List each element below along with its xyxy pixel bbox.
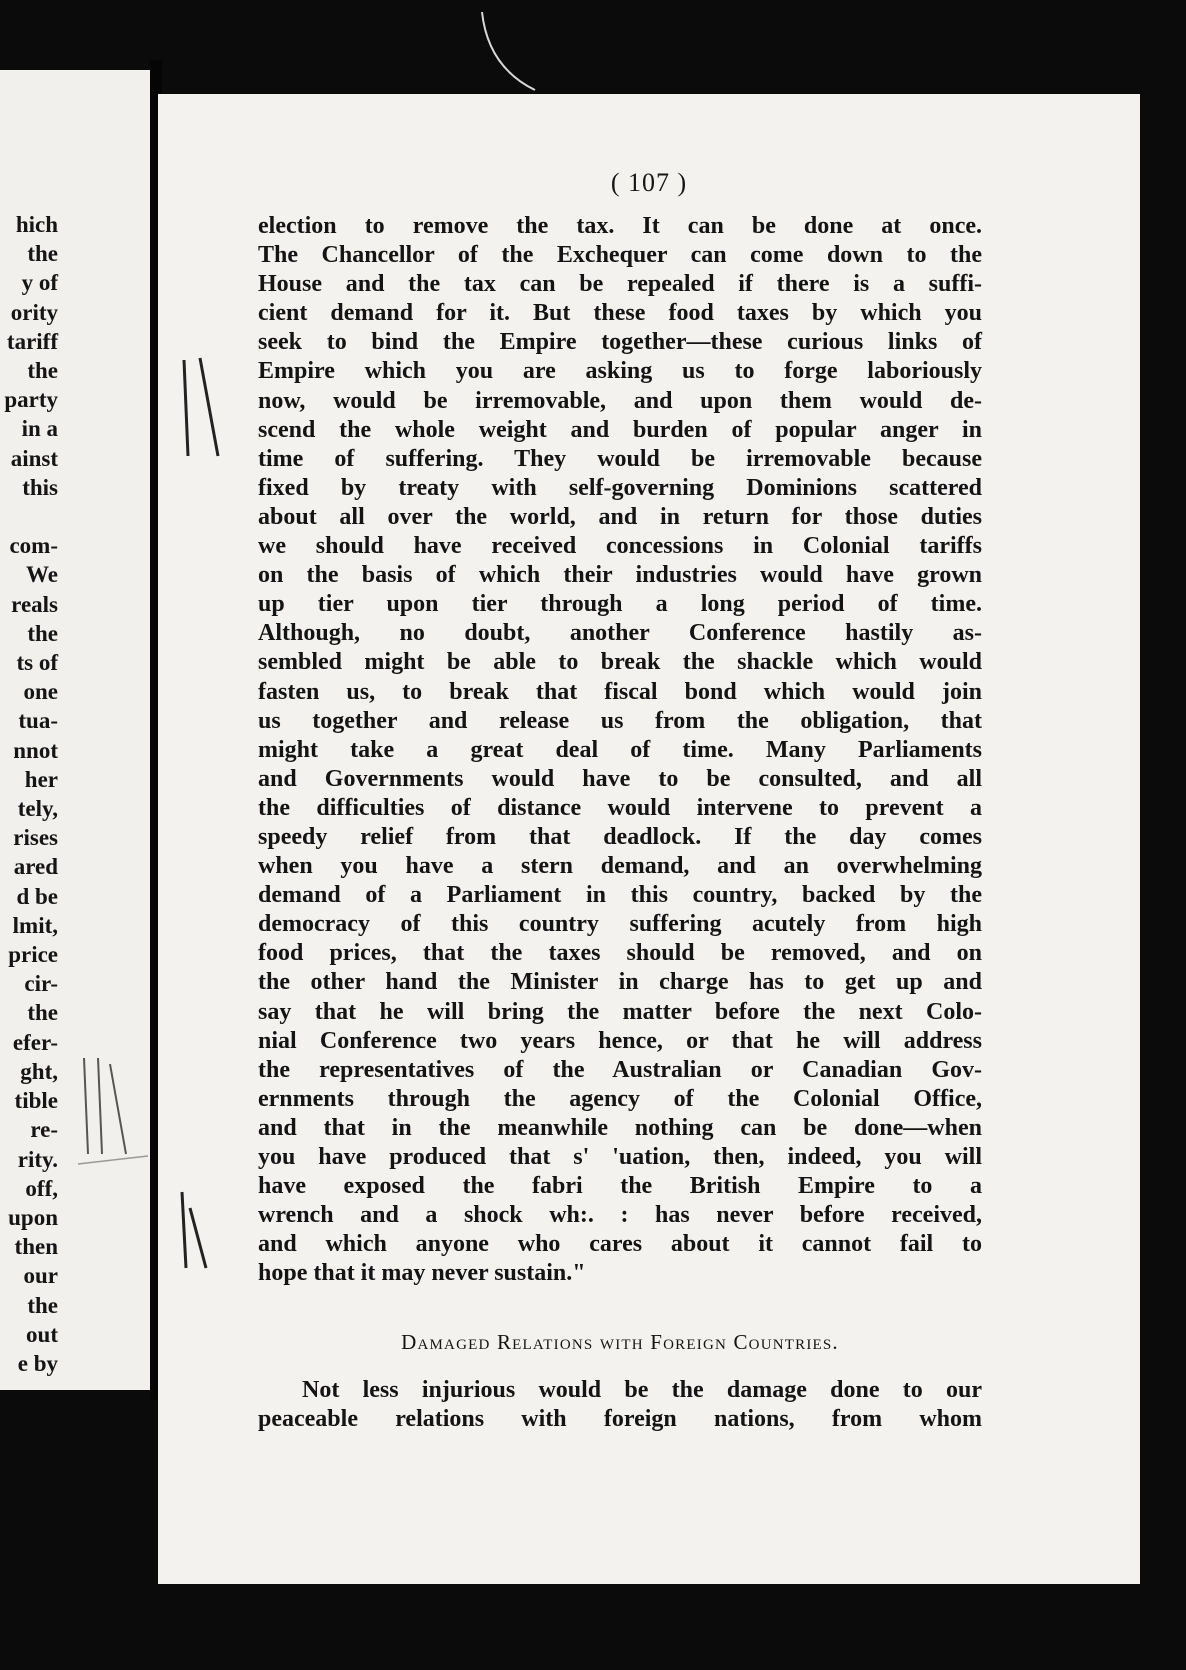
facing-page-line: ainst [10, 445, 58, 471]
facing-page [0, 70, 150, 1390]
facing-page-line: tible [14, 1088, 58, 1114]
text-line: the other hand the Minister in charge has to get up and [258, 969, 982, 996]
facing-page-line: e by [17, 1350, 58, 1376]
text-line: we should have received concessions in Colonial tariffs [258, 533, 982, 560]
facing-page-line: the [27, 241, 58, 267]
text-line: fixed by treaty with self-governing Dominions scattered [258, 474, 982, 501]
facing-page-line: ts of [16, 650, 58, 676]
facing-page-line: y of [21, 270, 58, 296]
facing-page-line: re- [30, 1117, 58, 1143]
text-line: sembled might be able to break the shackle which would [258, 649, 982, 676]
facing-page-line: ority [10, 299, 58, 325]
text-line: The Chancellor of the Exchequer can come down to the [258, 242, 982, 269]
text-line: ernments through the agency of the Colonial Office, [258, 1085, 982, 1112]
margin-marking-1 [178, 356, 228, 466]
text-line: election to remove the tax. It can be done at once. [258, 213, 982, 239]
facing-page-line: the [27, 1292, 58, 1318]
facing-page-line: lmit, [12, 912, 58, 938]
text-line: wrench and a shock wh:. : has never before received, [258, 1202, 982, 1229]
facing-page-line: her [24, 766, 58, 792]
text-line: House and the tax can be repealed if there is a suffi- [258, 271, 982, 298]
facing-page-line [4, 502, 58, 531]
facing-page-text [4, 210, 58, 1378]
margin-marking-4 [176, 1188, 216, 1278]
facing-page-line: our [23, 1263, 58, 1289]
facing-page-line: tely, [17, 796, 58, 822]
text-line: democracy of this country suffering acutely from high [258, 911, 982, 938]
facing-page-line: off, [25, 1175, 58, 1201]
text-line: demand of a Parliament in this country, backed by the [258, 882, 982, 909]
text-line: hope that it may never sustain." [258, 1260, 586, 1287]
text-line: nial Conference two years hence, or that he will address [258, 1027, 982, 1054]
text-line: and which anyone who cares about it cannot fail to [258, 1231, 982, 1258]
text-line: us together and release us from the obligation, that [258, 707, 982, 734]
text-line: Although, no doubt, another Conference hastily as- [258, 620, 982, 647]
text-line: scend the whole weight and burden of popular anger in [258, 416, 982, 443]
facing-page-line: efer- [12, 1029, 58, 1055]
text-line: peaceable relations with foreign nations, from whom [258, 1406, 982, 1433]
facing-page-line: com- [9, 533, 58, 559]
facing-page-line: d be [16, 883, 58, 909]
text-line: about all over the world, and in return for those duties [258, 503, 982, 530]
text-line: the difficulties of distance would intervene to prevent a [258, 794, 982, 821]
body-paragraph [258, 212, 982, 1288]
facing-page-line: tariff [6, 328, 58, 354]
facing-page-line: one [23, 679, 58, 705]
facing-page-line: rity. [17, 1146, 58, 1172]
text-line: seek to bind the Empire together—these curious links of [258, 329, 982, 356]
facing-page-line: the [27, 358, 58, 384]
facing-page-line: out [26, 1321, 58, 1347]
facing-page-line: then [14, 1234, 58, 1260]
next-paragraph [258, 1376, 982, 1434]
facing-page-line: reals [11, 591, 58, 617]
facing-page-line: nnot [13, 737, 58, 763]
text-line: you have produced that s' 'uation, then, indeed, you will [258, 1144, 982, 1170]
text-line: on the basis of which their industries would have grown [258, 562, 982, 589]
facing-page-line: in a [21, 416, 58, 442]
text-line: up tier upon tier through a long period of time. [258, 591, 982, 618]
facing-page-line: cir- [24, 971, 58, 997]
book-page [158, 94, 1140, 1584]
facing-page-line: ght, [20, 1058, 58, 1084]
facing-page-line: ared [13, 854, 58, 880]
page-number: ( 107 ) [610, 168, 688, 197]
facing-page-line: this [22, 474, 58, 500]
facing-page-line: price [8, 942, 58, 968]
facing-page-line: upon [8, 1204, 58, 1230]
text-line: now, would be irremovable, and upon them would de- [258, 387, 982, 414]
text-line: cient demand for it. But these food taxes by which you [258, 300, 982, 327]
text-line: the representatives of the Australian or Canadian Gov- [258, 1056, 982, 1083]
text-line: Empire which you are asking us to forge laboriously [258, 358, 982, 385]
facing-page-line: the [27, 1000, 58, 1026]
text-line: food prices, that the taxes should be removed, and on [258, 940, 982, 967]
text-line: when you have a stern demand, and an overwhelming [258, 853, 982, 880]
text-line: say that he will bring the matter before the next Colo- [258, 998, 982, 1025]
text-line: might take a great deal of time. Many Parliaments [258, 736, 982, 763]
text-line: and Governments would have to be consulted, and all [258, 765, 982, 792]
text-line: and that in the meanwhile nothing can be done—when [258, 1114, 982, 1141]
text-line: time of suffering. They would be irremovable because [258, 445, 982, 472]
text-line: have exposed the fabri the British Empire to a [258, 1173, 982, 1200]
facing-page-line: the [27, 620, 58, 646]
facing-page-line: hich [15, 212, 58, 237]
text-line: Not less injurious would be the damage done to our [302, 1377, 982, 1403]
facing-page-line: We [26, 562, 58, 588]
facing-page-line: party [4, 387, 58, 413]
page-corner-curl [480, 12, 540, 92]
section-heading: Damaged Relations with Foreign Countries. [401, 1330, 839, 1354]
text-line: fasten us, to break that fiscal bond which would join [258, 678, 982, 705]
text-line: speedy relief from that deadlock. If the day comes [258, 823, 982, 850]
facing-page-line: rises [13, 825, 58, 851]
facing-page-line: tua- [18, 708, 58, 734]
